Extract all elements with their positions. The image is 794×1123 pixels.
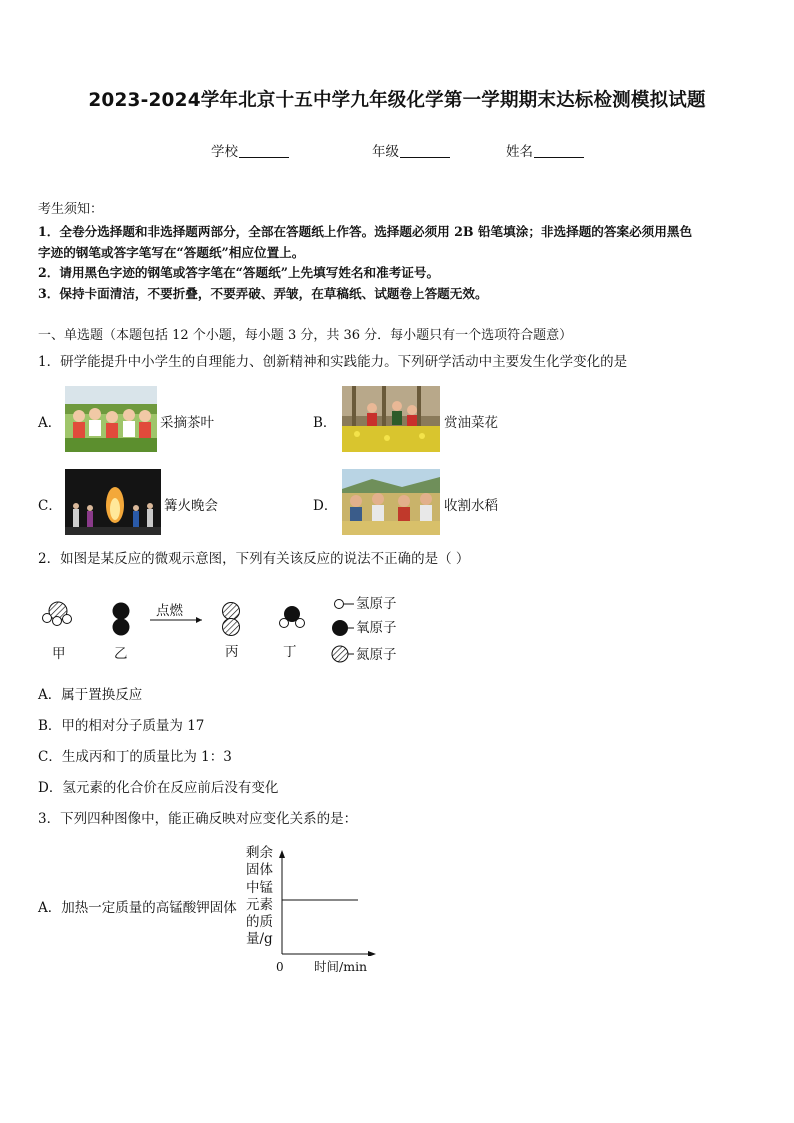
section-heading: 一、单选题（本题包括 12 个小题，每小题 3 分，共 36 分．每小题只有一个选项符合题意） [38, 328, 573, 343]
y-axis-arrow-icon [279, 850, 285, 858]
q3-chart [276, 850, 376, 956]
legend-oxygen: 氧原子 [356, 620, 397, 636]
q3-option-a[interactable]: A．加热一定质量的高锰酸钾固体 [38, 900, 237, 916]
q1-option-b-letter[interactable]: B． [313, 415, 337, 431]
legend-nitrogen: 氮原子 [356, 647, 397, 663]
molecule-yi [113, 603, 130, 636]
school-label: 学校 [211, 144, 238, 160]
legend-hydrogen: 氢原子 [356, 596, 397, 612]
name-field[interactable] [506, 140, 584, 160]
notice-line-1a: 1．全卷分选择题和非选择题两部分，全部在答题纸上作答。选择题必须用 2B 铅笔填涂；非选择题的答案必须用黑色 [38, 224, 693, 239]
q1-option-a-letter[interactable]: A． [38, 415, 62, 431]
label-yi: 乙 [114, 646, 128, 662]
q1-option-a-text[interactable]: 采摘茶叶 [160, 415, 214, 431]
q1-option-c-letter[interactable]: C． [38, 498, 62, 514]
rape-flower-photo [342, 386, 440, 452]
molecule-jia [43, 602, 72, 626]
q3-stem: 3．下列四种图像中，能正确反映对应变化关系的是： [38, 811, 358, 827]
name-label: 姓名 [506, 144, 533, 160]
chart-xlabel: 时间/min [314, 959, 368, 974]
notice-heading: 考生须知： [38, 202, 104, 217]
rice-harvest-photo [342, 469, 440, 535]
ylabel-line: 元素 [246, 896, 273, 913]
q2-option-b[interactable]: B．甲的相对分子质量为 17 [38, 718, 205, 734]
grade-blank[interactable] [400, 143, 450, 158]
bonfire-photo [65, 469, 161, 535]
grade-label: 年级 [372, 144, 399, 160]
school-blank[interactable] [239, 143, 289, 158]
notice-line-2: 2．请用黑色字迹的钢笔或答字笔在“答题纸”上先填写姓名和准考证号。 [38, 265, 440, 280]
q1-option-d-letter[interactable]: D． [313, 498, 338, 514]
q2-option-d[interactable]: D．氢元素的化合价在反应前后没有变化 [38, 780, 279, 796]
q2-stem: 2．如图是某反应的微观示意图，下列有关该反应的说法不正确的是（ ） [38, 551, 470, 567]
q1-option-d-text[interactable]: 收割水稻 [444, 498, 498, 514]
q2-option-c[interactable]: C．生成丙和丁的质量比为 1：3 [38, 749, 232, 765]
ylabel-line: 中锰 [246, 879, 273, 896]
ylabel-line: 的质 [246, 914, 273, 931]
tea-picking-photo [65, 386, 157, 452]
x-axis-arrow-icon [368, 951, 376, 956]
ylabel-line: 固体 [246, 862, 273, 879]
name-blank[interactable] [534, 143, 584, 158]
q1-option-c-text[interactable]: 篝火晚会 [164, 498, 218, 514]
ylabel-line: 量/g [246, 931, 273, 948]
label-jia: 甲 [52, 646, 66, 662]
q1-stem: 1．研学能提升中小学生的自理能力、创新精神和实践能力。下列研学活动中主要发生化学变化的是 [38, 354, 628, 370]
school-field[interactable] [211, 140, 289, 160]
molecule-ding [280, 606, 305, 628]
grade-field[interactable] [372, 140, 450, 160]
reaction-condition: 点燃 [156, 603, 183, 619]
label-ding: 丁 [283, 644, 297, 660]
legend [332, 600, 354, 663]
notice-line-1b: 字迹的钢笔或答字笔写在“答题纸”相应位置上。 [38, 245, 305, 260]
page-title: 2023-2024学年北京十五中学九年级化学第一学期期末达标检测模拟试题 [88, 90, 706, 111]
notice-line-3: 3．保持卡面清洁，不要折叠，不要弄破、弄皱，在草稿纸、试题卷上答题无效。 [38, 286, 488, 301]
label-bing: 丙 [225, 644, 239, 660]
ylabel-line: 剩余 [246, 845, 273, 861]
molecule-bing [223, 603, 240, 636]
chart-origin: 0 [276, 960, 284, 974]
q1-option-b-text[interactable]: 赏油菜花 [444, 415, 498, 431]
arrow-icon [196, 617, 202, 623]
q2-option-a[interactable]: A．属于置换反应 [38, 687, 143, 703]
